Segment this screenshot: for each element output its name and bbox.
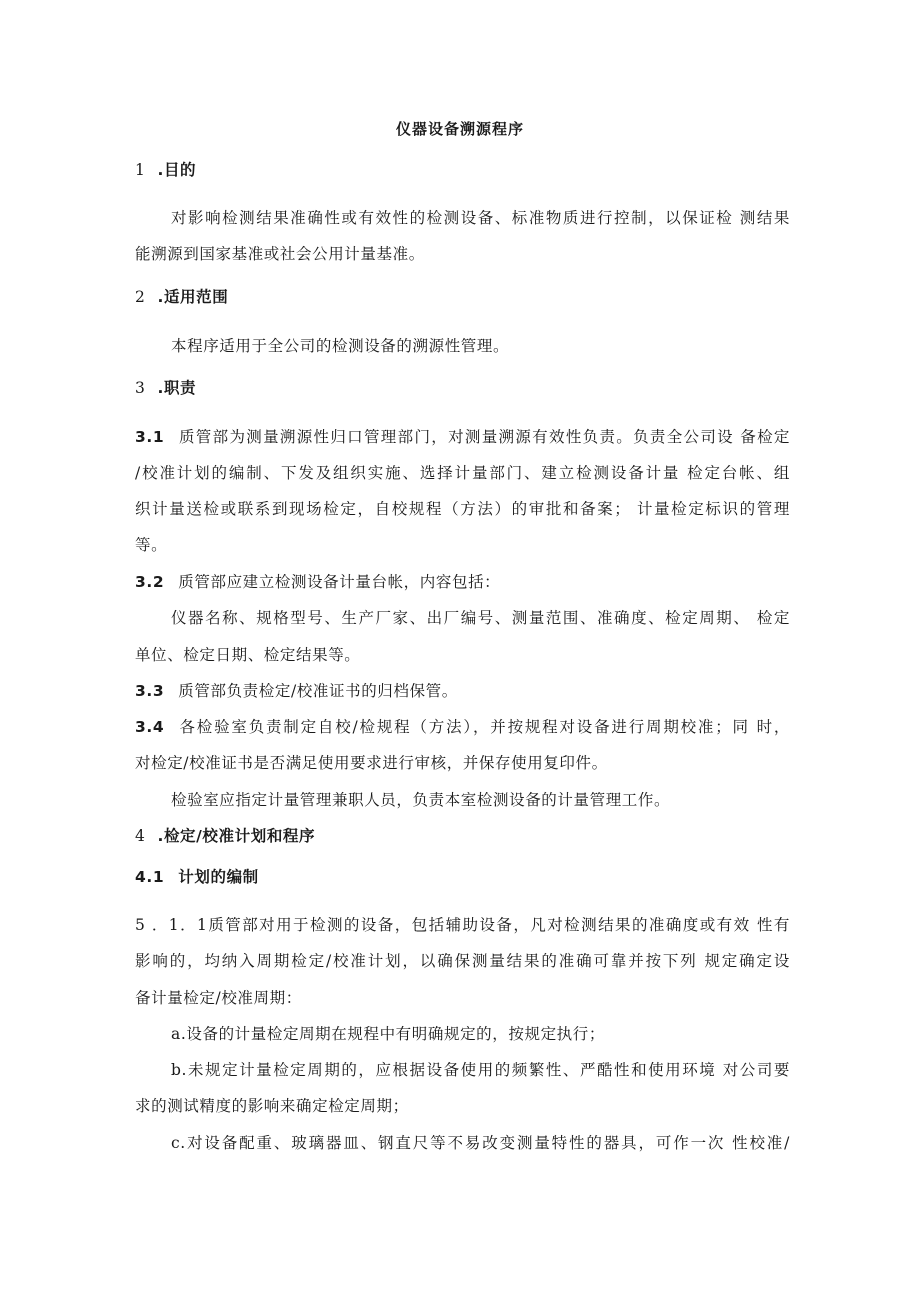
paragraph-line: /校准计划的编制、下发及组织实施、选择计量部门、建立检测设备计量 检定台帐、组 [135, 464, 790, 482]
section-number: 1 [135, 161, 146, 179]
list-item-c: c.对设备配重、玻璃器皿、钢直尺等不易改变测量特性的器具，可作一次 性校准/ [171, 1134, 790, 1152]
list-item-b: b.未规定计量检定周期的，应根据设备使用的频繁性、严酷性和使用环境 对公司要 [171, 1061, 790, 1079]
paragraph-text: 质管部应建立检测设备计量台帐，内容包括： [178, 573, 501, 591]
paragraph-text: 质管部为测量溯源性归口管理部门，对测量溯源有效性负责。负责全公司设 备检定 [178, 428, 790, 446]
clause-3-3 [135, 681, 790, 701]
clause-number: 3.3 [135, 682, 165, 700]
section-heading-2 [135, 287, 790, 307]
section-heading-4 [135, 826, 790, 846]
section-title: .适用范围 [157, 288, 229, 306]
section-heading-1 [135, 160, 790, 180]
paragraph-text: 各检验室负责制定自校/检规程（方法），并按规程对设备进行周期校准；同 时， [178, 718, 790, 736]
paragraph-line: 本程序适用于全公司的检测设备的溯源性管理。 [171, 337, 510, 355]
clause-number: 3.4 [135, 718, 165, 736]
document-title: 仪器设备溯源程序 [395, 120, 524, 138]
section-number: 4.1 [135, 868, 165, 886]
clause-3-4 [135, 717, 790, 737]
section-title: 计划的编制 [178, 868, 259, 886]
paragraph-line: 求的测试精度的影响来确定检定周期； [135, 1097, 409, 1115]
section-title: .职责 [157, 379, 197, 397]
paragraph-line: 对检定/校准证书是否满足使用要求进行审核，并保存使用复印件。 [135, 754, 608, 772]
paragraph-line: 备计量检定/校准周期： [135, 989, 302, 1007]
section-number: 4 [135, 827, 146, 845]
list-item-a: a.设备的计量检定周期在规程中有明确规定的，按规定执行； [171, 1025, 605, 1043]
clause-3-1 [135, 427, 790, 447]
paragraph-text: 质管部负责检定/校准证书的归档保管。 [178, 682, 458, 700]
clause-number: 3.1 [135, 428, 165, 446]
paragraph-line: 影响的，均纳入周期检定/校准计划，以确保测量结果的准确可靠并按下列 规定确定设 [135, 952, 790, 970]
section-title: .目的 [157, 161, 197, 179]
section-title: .检定/校准计划和程序 [157, 827, 316, 845]
clause-3-2 [135, 572, 790, 592]
section-heading-3 [135, 378, 790, 398]
paragraph-line: 5 ．1．1质管部对用于检测的设备，包括辅助设备，凡对检测结果的准确度或有效 性有 [135, 916, 790, 934]
paragraph-line: 等。 [135, 536, 168, 554]
section-heading-4-1 [135, 867, 790, 887]
section-number: 2 [135, 288, 146, 306]
section-number: 3 [135, 379, 146, 397]
paragraph-line: 检验室应指定计量管理兼职人员，负责本室检测设备的计量管理工作。 [171, 791, 671, 809]
paragraph-line: 单位、检定日期、检定结果等。 [135, 646, 361, 664]
paragraph-line: 对影响检测结果准确性或有效性的检测设备、标准物质进行控制，以保证检 测结果 [171, 209, 790, 227]
clause-number: 3.2 [135, 573, 165, 591]
paragraph-line: 仪器名称、规格型号、生产厂家、出厂编号、测量范围、准确度、检定周期、 检定 [171, 609, 790, 627]
paragraph-line: 织计量送检或联系到现场检定，自校规程（方法）的审批和备案； 计量检定标识的管理 [135, 500, 790, 518]
paragraph-line: 能溯源到国家基准或社会公用计量基准。 [135, 245, 425, 263]
